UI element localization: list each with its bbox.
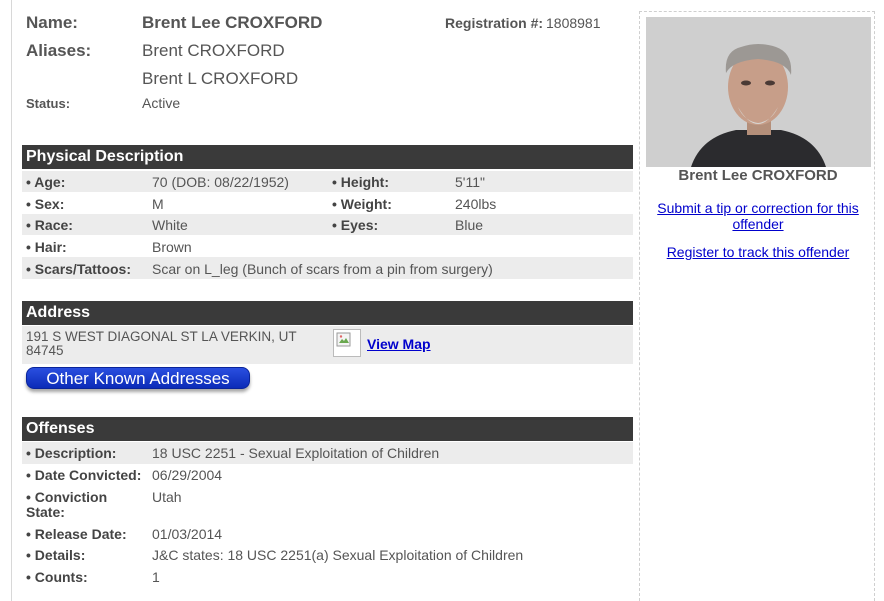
view-map-link[interactable]: View Map	[367, 336, 431, 352]
status-value: Active	[142, 95, 181, 111]
description-label: • Description:	[26, 445, 117, 461]
height-label: • Height:	[332, 174, 390, 190]
details-label: • Details:	[26, 547, 86, 563]
scars-value: Scar on L_leg (Bunch of scars from a pin from surgery)	[152, 261, 493, 277]
physical-row	[22, 236, 633, 257]
date-convicted-label: • Date Convicted:	[26, 467, 142, 483]
date-convicted-value: 06/29/2004	[152, 467, 223, 483]
photo-image	[646, 17, 871, 167]
hair-value: Brown	[152, 239, 192, 255]
address-heading: Address	[22, 301, 633, 325]
physical-row	[22, 171, 633, 192]
registration-number: 1808981	[546, 15, 601, 31]
register-track-link[interactable]: Register to track this offender	[666, 244, 850, 260]
eyes-label: • Eyes:	[332, 217, 379, 233]
height-value: 5'11"	[455, 174, 485, 190]
map-image-icon[interactable]	[333, 329, 361, 357]
other-known-addresses-button[interactable]: Other Known Addresses	[26, 367, 250, 389]
left-border	[11, 0, 12, 601]
details-value: J&C states: 18 USC 2251(a) Sexual Exploitation of Children	[152, 547, 524, 563]
status-label: Status:	[26, 96, 71, 111]
conviction-state-label: • Conviction	[26, 489, 108, 505]
race-label: • Race:	[26, 217, 73, 233]
address-line: 191 S WEST DIAGONAL ST LA VERKIN, UT	[26, 329, 297, 344]
counts-label: • Counts:	[26, 569, 88, 585]
release-date-value: 01/03/2014	[152, 526, 223, 542]
counts-value: 1	[152, 569, 160, 585]
offenses-heading: Offenses	[22, 417, 633, 441]
broken-image-icon	[336, 332, 352, 348]
physical-row	[22, 193, 633, 214]
conviction-state-label-cont: State:	[26, 504, 65, 520]
offense-row	[22, 465, 633, 486]
weight-label: • Weight:	[332, 196, 392, 212]
description-value: 18 USC 2251 - Sexual Exploitation of Children	[152, 445, 440, 461]
race-value: White	[152, 217, 188, 233]
address-row	[22, 326, 633, 364]
offense-row	[22, 567, 633, 588]
weight-value: 240lbs	[455, 196, 497, 212]
age-label: • Age:	[26, 174, 66, 190]
offense-row	[22, 442, 633, 464]
age-value: 70 (DOB: 08/22/1952)	[152, 174, 289, 190]
physical-row	[22, 214, 633, 235]
offender-name: Brent Lee CROXFORD	[142, 13, 323, 32]
name-label: Name:	[26, 13, 78, 32]
eyes-value: Blue	[455, 217, 484, 233]
aliases-label: Aliases:	[26, 41, 92, 60]
offense-row	[22, 524, 633, 545]
sex-value: M	[152, 196, 164, 212]
alias-item: Brent L CROXFORD	[142, 69, 299, 88]
registration-label: Registration #:	[445, 15, 544, 31]
physical-description-heading: Physical Description	[22, 145, 633, 169]
hair-label: • Hair:	[26, 239, 67, 255]
submit-tip-link[interactable]: Submit a tip or correction for this offender	[657, 200, 859, 232]
physical-row	[22, 257, 633, 279]
address-line: 84745	[26, 343, 64, 358]
offense-row	[22, 488, 633, 522]
release-date-label: • Release Date:	[26, 526, 127, 542]
sidebar-offender-name: Brent Lee CROXFORD	[678, 167, 838, 184]
alias-item: Brent CROXFORD	[142, 41, 285, 60]
offender-sidebar	[639, 11, 875, 601]
address-text	[26, 330, 316, 358]
sex-label: • Sex:	[26, 196, 65, 212]
scars-label: • Scars/Tattoos:	[26, 261, 131, 277]
conviction-state-value: Utah	[152, 489, 182, 505]
offender-photo	[646, 17, 871, 167]
offense-row	[22, 545, 633, 566]
